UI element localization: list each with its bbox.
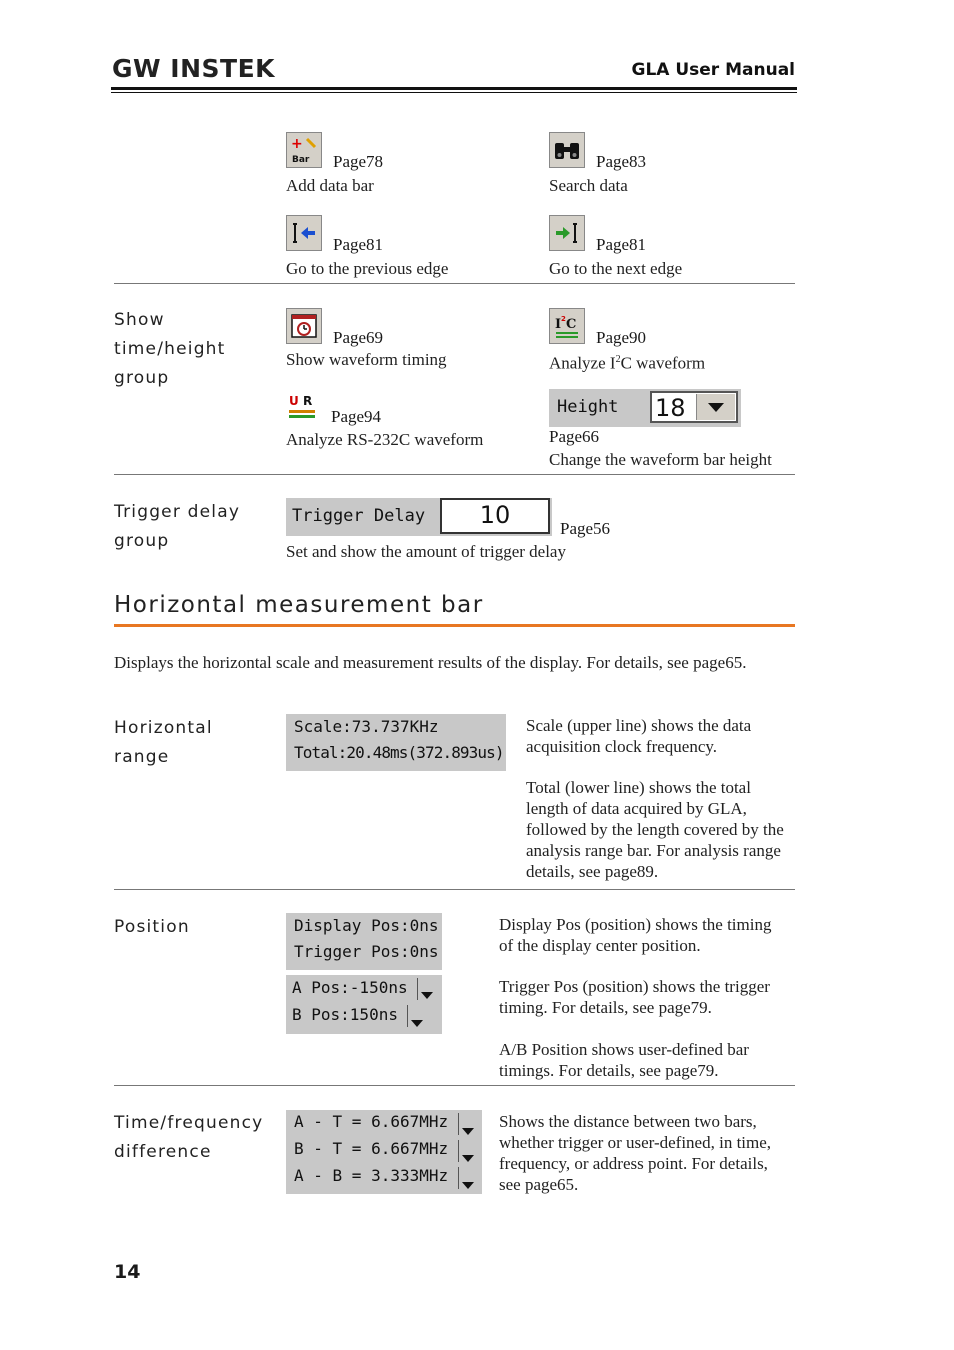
svg-text:R: R <box>303 394 313 408</box>
label-line: Horizontal <box>114 718 213 738</box>
trigger-pos-desc: Trigger Pos (position) shows the trigger timing. For details, see page79. <box>499 977 770 1017</box>
trigger-desc: Set and show the amount of trigger delay <box>286 542 566 561</box>
row-divider <box>114 889 795 890</box>
height-page-ref: Page66 <box>549 427 600 446</box>
chevron-down-icon[interactable] <box>462 1147 474 1166</box>
b-t-readout: B - T = 6.667MHz <box>294 1139 449 1158</box>
next-edge-page-ref: Page81 <box>596 235 647 254</box>
b-pos-readout: B Pos:150ns <box>292 1005 398 1024</box>
trigger-delay-control <box>286 498 552 536</box>
show-group-label <box>114 306 226 393</box>
ab-pos-desc: A/B Position shows user-defined bar timings. For details, see page79. <box>499 1040 749 1080</box>
svg-text:I: I <box>555 317 562 332</box>
label-line: group <box>114 531 170 551</box>
time-frequency-control <box>286 1110 482 1194</box>
binoculars-icon <box>549 132 585 168</box>
waveform-timing-icon <box>286 308 322 344</box>
row-divider <box>114 474 795 475</box>
timing-page-ref: Page69 <box>333 328 384 347</box>
svg-text:U: U <box>289 394 299 408</box>
height-control <box>549 389 741 427</box>
rs232-desc: Analyze RS-232C waveform <box>286 430 484 449</box>
label-line: Show <box>114 310 165 330</box>
section-title: Horizontal measurement bar <box>114 592 484 618</box>
time-frequency-desc: Shows the distance between two bars, whether trigger or user-defined, in time, frequency, or address point. For details, see page65. <box>499 1112 772 1194</box>
trigger-page-ref: Page56 <box>560 519 611 538</box>
time-frequency-label <box>114 1109 263 1167</box>
position-label: Position <box>114 917 190 937</box>
svg-text:2: 2 <box>561 315 566 323</box>
section-rule <box>114 624 795 627</box>
label-line: group <box>114 368 170 388</box>
chevron-down-icon[interactable] <box>696 394 735 420</box>
total-desc: Total (lower line) shows the total length of data acquired by GLA, followed by the length covered by the analysis range bar. For analysis range details, see page89. <box>526 778 784 881</box>
display-pos-readout: Display Pos:0ns <box>294 916 439 935</box>
chevron-down-icon[interactable] <box>421 984 433 1003</box>
timing-desc: Show waveform timing <box>286 350 447 369</box>
header-rule <box>111 87 797 90</box>
divider <box>407 1005 408 1027</box>
svg-text:C: C <box>566 317 577 332</box>
previous-edge-icon <box>286 215 322 251</box>
display-pos-desc: Display Pos (position) shows the timing of the display center position. <box>499 915 772 955</box>
uart-icon <box>286 390 320 424</box>
add-bar-desc: Add data bar <box>286 176 374 195</box>
height-label: Height <box>557 397 619 417</box>
horizontal-range-label <box>114 714 213 772</box>
chevron-down-icon[interactable] <box>462 1174 474 1193</box>
svg-text:+: + <box>291 136 303 152</box>
height-value: 18 <box>655 394 686 422</box>
a-t-readout: A - T = 6.667MHz <box>294 1112 449 1131</box>
chevron-down-icon[interactable] <box>462 1120 474 1139</box>
divider <box>458 1113 459 1135</box>
prev-edge-page-ref: Page81 <box>333 235 384 254</box>
scale-desc: Scale (upper line) shows the data acquisition clock frequency. <box>526 716 752 756</box>
row-divider <box>114 283 795 284</box>
ab-position-control <box>286 975 442 1034</box>
scale-readout: Scale:73.737KHz <box>294 717 439 736</box>
height-select[interactable] <box>650 391 738 423</box>
trigger-delay-input[interactable]: 10 <box>440 498 550 534</box>
label-line: Trigger delay <box>114 502 241 522</box>
trigger-pos-readout: Trigger Pos:0ns <box>294 942 439 961</box>
next-edge-icon <box>549 215 585 251</box>
trigger-group-label <box>114 498 240 556</box>
brand-logo: GW INSTEK <box>112 54 276 83</box>
next-edge-desc: Go to the next edge <box>549 259 683 278</box>
header-rule-thin <box>111 92 797 93</box>
rs232-page-ref: Page94 <box>331 407 382 426</box>
manual-title: GLA User Manual <box>631 60 795 80</box>
prev-edge-desc: Go to the previous edge <box>286 259 449 278</box>
i2c-icon <box>549 308 585 344</box>
add-bar-icon <box>286 132 322 168</box>
label-line: Time/frequency <box>114 1113 264 1133</box>
label-line: range <box>114 747 170 767</box>
position-readout <box>286 913 442 970</box>
divider <box>458 1167 459 1189</box>
height-desc: Change the waveform bar height <box>549 450 772 469</box>
chevron-down-icon[interactable] <box>411 1012 423 1031</box>
a-b-readout: A - B = 3.333MHz <box>294 1166 449 1185</box>
divider <box>417 978 418 1000</box>
divider <box>458 1140 459 1162</box>
row-divider <box>114 1085 795 1086</box>
total-readout: Total:20.48ms(372.893us) <box>294 743 504 762</box>
add-bar-page-ref: Page78 <box>333 152 384 171</box>
search-page-ref: Page83 <box>596 152 647 171</box>
label-line: difference <box>114 1142 212 1162</box>
label-line: time/height <box>114 339 226 359</box>
svg-text:Bar: Bar <box>292 155 310 165</box>
horizontal-range-readout <box>286 714 506 771</box>
i2c-page-ref: Page90 <box>596 328 647 347</box>
search-desc: Search data <box>549 176 628 195</box>
a-pos-readout: A Pos:-150ns <box>292 978 408 997</box>
trigger-delay-label: Trigger Delay <box>292 506 426 526</box>
i2c-desc: Analyze $I^2C$ waveform <box>549 353 706 373</box>
section-intro: Displays the horizontal scale and measurement results of the display. For details, see page65. <box>114 653 747 672</box>
page-number: 14 <box>114 1261 141 1283</box>
